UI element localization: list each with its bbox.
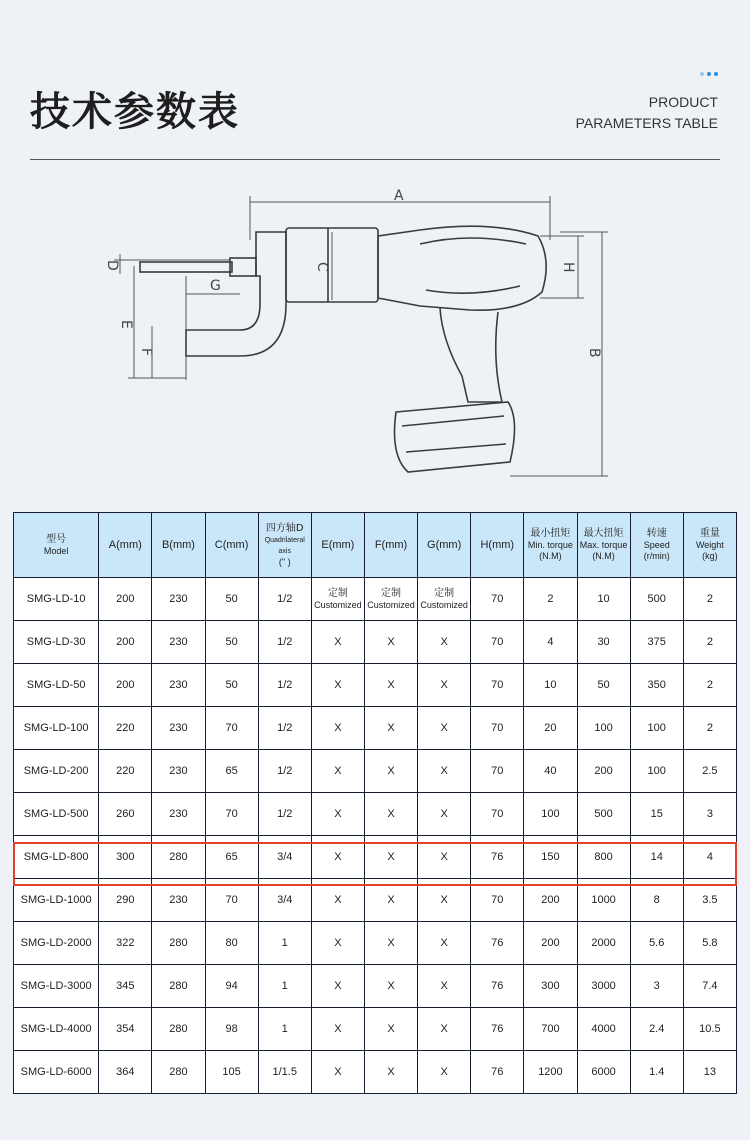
cell-f: X [364, 836, 417, 879]
header-max-torque: 最大扭矩 Max. torque (N.M) [577, 513, 630, 578]
cell-speed: 5.6 [630, 922, 683, 965]
cell-a: 200 [99, 621, 152, 664]
cell-d: 1/2 [258, 750, 311, 793]
square-shaft [140, 262, 232, 272]
cell-c: 70 [205, 879, 258, 922]
table-header [14, 513, 737, 578]
cell-h: 76 [471, 1008, 524, 1051]
cell-model: SMG-LD-6000 [14, 1051, 99, 1094]
cell-model: SMG-LD-10 [14, 578, 99, 621]
table-row [14, 965, 737, 1008]
cell-weight: 13 [683, 1051, 736, 1094]
header-d: 四方轴D Quadrilateral axis (" ) [258, 513, 311, 578]
cell-h: 76 [471, 836, 524, 879]
cell-model: SMG-LD-800 [14, 836, 99, 879]
header-c: C(mm) [205, 513, 258, 578]
label-c: C [314, 262, 330, 272]
cell-c: 70 [205, 707, 258, 750]
cell-h: 76 [471, 1051, 524, 1094]
cell-model: SMG-LD-30 [14, 621, 99, 664]
cell-b: 280 [152, 1008, 205, 1051]
cell-min-torque: 20 [524, 707, 577, 750]
subtitle-line-2: PARAMETERS TABLE [575, 115, 718, 131]
cell-weight: 4 [683, 836, 736, 879]
cell-a: 290 [99, 879, 152, 922]
cell-model: SMG-LD-2000 [14, 922, 99, 965]
cell-e: X [311, 621, 364, 664]
cell-weight: 10.5 [683, 1008, 736, 1051]
cell-b: 230 [152, 621, 205, 664]
cell-h: 70 [471, 621, 524, 664]
cell-a: 345 [99, 965, 152, 1008]
cell-min-torque: 300 [524, 965, 577, 1008]
cell-weight: 2 [683, 707, 736, 750]
cell-f: X [364, 621, 417, 664]
cell-max-torque: 6000 [577, 1051, 630, 1094]
cell-b: 230 [152, 707, 205, 750]
cell-g: X [418, 664, 471, 707]
cell-g: X [418, 879, 471, 922]
header-g: G(mm) [418, 513, 471, 578]
table-row [14, 879, 737, 922]
cell-b: 230 [152, 750, 205, 793]
cell-c: 105 [205, 1051, 258, 1094]
cell-f: 定制 Customized [364, 578, 417, 621]
cell-weight: 7.4 [683, 965, 736, 1008]
cell-speed: 3 [630, 965, 683, 1008]
cell-h: 70 [471, 664, 524, 707]
tool-dimension-drawing [90, 180, 650, 500]
table-row [14, 750, 737, 793]
label-b: B [586, 348, 602, 358]
cell-b: 230 [152, 664, 205, 707]
cell-d: 3/4 [258, 879, 311, 922]
cell-e: X [311, 750, 364, 793]
cell-weight: 2 [683, 621, 736, 664]
cell-h: 70 [471, 750, 524, 793]
cell-weight: 2 [683, 578, 736, 621]
cell-c: 50 [205, 621, 258, 664]
label-a: A [394, 188, 404, 204]
cell-d: 1 [258, 965, 311, 1008]
cell-b: 280 [152, 836, 205, 879]
cell-a: 200 [99, 578, 152, 621]
cell-weight: 3.5 [683, 879, 736, 922]
cell-min-torque: 40 [524, 750, 577, 793]
cell-a: 364 [99, 1051, 152, 1094]
header-a: A(mm) [99, 513, 152, 578]
table-row [14, 1051, 737, 1094]
cell-a: 322 [99, 922, 152, 965]
cell-b: 230 [152, 879, 205, 922]
cell-g: X [418, 707, 471, 750]
cell-g: X [418, 621, 471, 664]
cell-d: 1/2 [258, 793, 311, 836]
cell-e: X [311, 836, 364, 879]
cell-f: X [364, 879, 417, 922]
cell-h: 76 [471, 965, 524, 1008]
cell-a: 260 [99, 793, 152, 836]
cell-model: SMG-LD-200 [14, 750, 99, 793]
cell-g: X [418, 1051, 471, 1094]
handle [440, 308, 502, 402]
table-row [14, 621, 737, 664]
cell-model: SMG-LD-3000 [14, 965, 99, 1008]
cell-d: 1/2 [258, 664, 311, 707]
table-row [14, 793, 737, 836]
header-f: F(mm) [364, 513, 417, 578]
cell-speed: 2.4 [630, 1008, 683, 1051]
cell-min-torque: 4 [524, 621, 577, 664]
header-divider [30, 159, 720, 160]
cell-f: X [364, 793, 417, 836]
cell-a: 354 [99, 1008, 152, 1051]
page-subtitle [576, 92, 718, 134]
cell-speed: 500 [630, 578, 683, 621]
cell-speed: 350 [630, 664, 683, 707]
cell-g: X [418, 836, 471, 879]
cell-e: X [311, 1051, 364, 1094]
cell-a: 300 [99, 836, 152, 879]
cell-max-torque: 4000 [577, 1008, 630, 1051]
cell-g: X [418, 793, 471, 836]
cell-min-torque: 10 [524, 664, 577, 707]
cell-model: SMG-LD-100 [14, 707, 99, 750]
cell-model: SMG-LD-500 [14, 793, 99, 836]
cell-h: 70 [471, 707, 524, 750]
cell-c: 50 [205, 578, 258, 621]
cell-model: SMG-LD-50 [14, 664, 99, 707]
cell-e: 定制 Customized [311, 578, 364, 621]
cell-speed: 375 [630, 621, 683, 664]
cell-speed: 100 [630, 750, 683, 793]
table-row [14, 664, 737, 707]
table-row [14, 836, 737, 879]
label-f: F [138, 348, 154, 357]
cell-e: X [311, 965, 364, 1008]
cell-e: X [311, 1008, 364, 1051]
label-g: G [210, 278, 221, 294]
header-min-torque: 最小扭矩 Min. torque (N.M) [524, 513, 577, 578]
cell-a: 220 [99, 750, 152, 793]
cell-min-torque: 1200 [524, 1051, 577, 1094]
table-row [14, 707, 737, 750]
header-speed: 转速 Speed (r/min) [630, 513, 683, 578]
cell-speed: 15 [630, 793, 683, 836]
cell-d: 1/1.5 [258, 1051, 311, 1094]
cell-min-torque: 150 [524, 836, 577, 879]
cell-b: 230 [152, 578, 205, 621]
cell-b: 280 [152, 1051, 205, 1094]
cell-speed: 1.4 [630, 1051, 683, 1094]
cell-min-torque: 700 [524, 1008, 577, 1051]
cell-g: X [418, 922, 471, 965]
cell-max-torque: 200 [577, 750, 630, 793]
cell-min-torque: 2 [524, 578, 577, 621]
label-e: E [118, 320, 134, 329]
cell-d: 1/2 [258, 621, 311, 664]
cell-h: 70 [471, 578, 524, 621]
cell-a: 200 [99, 664, 152, 707]
battery-pack [395, 402, 515, 472]
parameters-table [13, 512, 737, 1094]
page-title: 技术参数表 [30, 89, 240, 135]
cell-c: 98 [205, 1008, 258, 1051]
cell-max-torque: 10 [577, 578, 630, 621]
cell-f: X [364, 922, 417, 965]
wrench-diagram [90, 180, 650, 500]
cell-min-torque: 200 [524, 922, 577, 965]
header-weight: 重量 Weight (kg) [683, 513, 736, 578]
cell-h: 70 [471, 793, 524, 836]
cell-c: 70 [205, 793, 258, 836]
cell-speed: 100 [630, 707, 683, 750]
table-row [14, 578, 737, 621]
cell-min-torque: 200 [524, 879, 577, 922]
cell-max-torque: 3000 [577, 965, 630, 1008]
cell-f: X [364, 664, 417, 707]
cell-f: X [364, 965, 417, 1008]
cell-speed: 14 [630, 836, 683, 879]
cell-d: 1/2 [258, 707, 311, 750]
cell-d: 1 [258, 922, 311, 965]
header-b: B(mm) [152, 513, 205, 578]
cell-min-torque: 100 [524, 793, 577, 836]
cell-g: X [418, 750, 471, 793]
label-h: H [560, 262, 576, 273]
cell-d: 1/2 [258, 578, 311, 621]
cell-g: X [418, 1008, 471, 1051]
cell-weight: 2.5 [683, 750, 736, 793]
cell-d: 3/4 [258, 836, 311, 879]
cell-max-torque: 500 [577, 793, 630, 836]
header-e: E(mm) [311, 513, 364, 578]
cell-max-torque: 1000 [577, 879, 630, 922]
cell-f: X [364, 707, 417, 750]
cell-max-torque: 800 [577, 836, 630, 879]
cell-b: 280 [152, 965, 205, 1008]
cell-weight: 3 [683, 793, 736, 836]
cell-e: X [311, 793, 364, 836]
header-model: 型号 Model [14, 513, 99, 578]
cell-max-torque: 30 [577, 621, 630, 664]
cell-f: X [364, 750, 417, 793]
cell-g: X [418, 965, 471, 1008]
cell-weight: 2 [683, 664, 736, 707]
cell-model: SMG-LD-1000 [14, 879, 99, 922]
cell-e: X [311, 879, 364, 922]
cell-weight: 5.8 [683, 922, 736, 965]
cell-speed: 8 [630, 879, 683, 922]
header-h: H(mm) [471, 513, 524, 578]
label-d: D [104, 260, 120, 271]
cell-c: 80 [205, 922, 258, 965]
table-row [14, 1008, 737, 1051]
cell-f: X [364, 1008, 417, 1051]
cell-h: 76 [471, 922, 524, 965]
cell-h: 70 [471, 879, 524, 922]
table-body [14, 578, 737, 1094]
table-row [14, 922, 737, 965]
cell-c: 65 [205, 750, 258, 793]
cell-a: 220 [99, 707, 152, 750]
cell-d: 1 [258, 1008, 311, 1051]
cell-max-torque: 50 [577, 664, 630, 707]
decorative-dots [700, 72, 718, 76]
cell-b: 280 [152, 922, 205, 965]
cell-f: X [364, 1051, 417, 1094]
cell-e: X [311, 922, 364, 965]
cell-g: 定制 Customized [418, 578, 471, 621]
cell-e: X [311, 707, 364, 750]
cell-c: 50 [205, 664, 258, 707]
cell-b: 230 [152, 793, 205, 836]
cell-e: X [311, 664, 364, 707]
cell-c: 94 [205, 965, 258, 1008]
cell-max-torque: 2000 [577, 922, 630, 965]
cell-max-torque: 100 [577, 707, 630, 750]
cell-model: SMG-LD-4000 [14, 1008, 99, 1051]
cell-c: 65 [205, 836, 258, 879]
subtitle-line-1: PRODUCT [648, 94, 718, 110]
